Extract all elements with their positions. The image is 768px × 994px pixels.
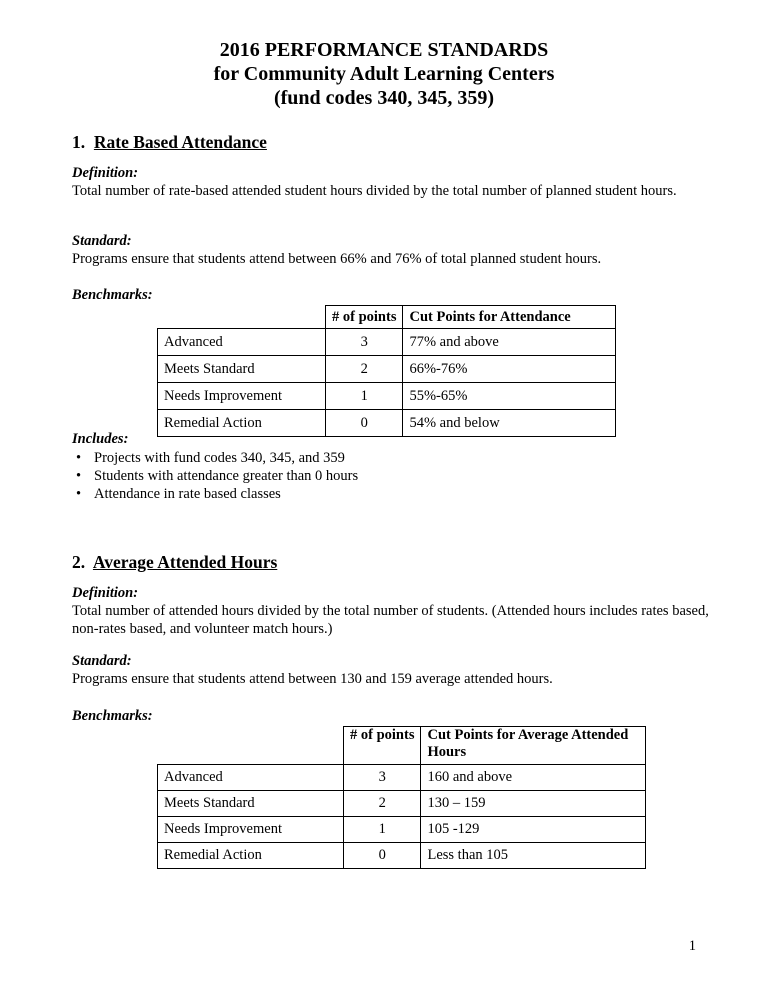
list-item: • Projects with fund codes 340, 345, and 359 (72, 449, 358, 467)
list-item: • Students with attendance greater than 0 hours (72, 467, 358, 485)
table-row (158, 817, 646, 843)
document-title (0, 38, 768, 110)
row-points: 2 (326, 356, 403, 383)
section-2-number: 2. (72, 552, 86, 572)
list-item: • Attendance in rate based classes (72, 485, 358, 503)
row-points: 0 (344, 843, 421, 869)
table-row (158, 383, 616, 410)
section-2-title: Average Attended Hours (92, 552, 278, 572)
table-row (158, 765, 646, 791)
section-1-title: Rate Based Attendance (93, 132, 267, 152)
section-1-definition-text: Total number of rate-based attended student hours divided by the total number of planned student hours. (72, 183, 677, 199)
table-row (158, 329, 616, 356)
title-line-3: (fund codes 340, 345, 359) (273, 87, 494, 109)
table-header-row (158, 306, 616, 329)
row-cut-point: Less than 105 (421, 843, 646, 869)
row-level: Remedial Action (158, 410, 326, 437)
row-level: Advanced (158, 329, 326, 356)
section-1-benchmarks-label: Benchmarks: (72, 287, 153, 303)
page-number: 1 (688, 938, 696, 954)
table-row (158, 843, 646, 869)
section-1-number: 1. (72, 132, 86, 152)
table-header-row (158, 727, 646, 765)
table-header-cut-points: Cut Points for Average Attended Hours (421, 727, 646, 765)
section-2-heading (72, 552, 277, 573)
row-cut-point: 160 and above (421, 765, 646, 791)
row-level: Needs Improvement (158, 383, 326, 410)
row-level: Remedial Action (158, 843, 344, 869)
table-header-blank (158, 727, 344, 765)
row-points: 3 (326, 329, 403, 356)
row-cut-point: 105 -129 (421, 817, 646, 843)
row-cut-point: 66%-76% (403, 356, 616, 383)
row-points: 1 (344, 817, 421, 843)
row-cut-point: 77% and above (403, 329, 616, 356)
section-1-includes-list (72, 449, 358, 503)
section-2-definition-label: Definition: (72, 585, 139, 601)
row-level: Needs Improvement (158, 817, 344, 843)
row-points: 1 (326, 383, 403, 410)
section-1-heading (72, 132, 267, 153)
row-cut-point: 55%-65% (403, 383, 616, 410)
section-1-includes-label: Includes: (72, 431, 129, 447)
section-2-benchmarks-table (157, 726, 646, 869)
table-header-cut-points: Cut Points for Attendance (403, 306, 616, 329)
row-level: Meets Standard (158, 356, 326, 383)
section-1-standard-text: Programs ensure that students attend between 66% and 76% of total planned student hours. (72, 251, 602, 267)
table-row (158, 356, 616, 383)
table-header-points: # of points (344, 727, 421, 765)
row-level: Meets Standard (158, 791, 344, 817)
row-points: 0 (326, 410, 403, 437)
row-points: 3 (344, 765, 421, 791)
row-level: Advanced (158, 765, 344, 791)
row-points: 2 (344, 791, 421, 817)
table-row (158, 410, 616, 437)
table-row (158, 791, 646, 817)
section-1-definition-label: Definition: (72, 165, 139, 181)
title-line-1: 2016 PERFORMANCE STANDARDS (219, 39, 549, 61)
table-header-blank (158, 306, 326, 329)
section-1-standard-label: Standard: (72, 233, 132, 249)
section-2-standard-text: Programs ensure that students attend between 130 and 159 average attended hours. (72, 671, 553, 687)
section-1-benchmarks-table (157, 305, 616, 437)
title-line-2: for Community Adult Learning Centers (213, 63, 555, 85)
section-2-definition-text: Total number of attended hours divided by the total number of students. (Attended hours includes rates based, non-rates based, and volunteer match hours.) (72, 603, 709, 637)
row-cut-point: 54% and below (403, 410, 616, 437)
section-2-standard-label: Standard: (72, 653, 132, 669)
section-2-benchmarks-label: Benchmarks: (72, 708, 153, 724)
row-cut-point: 130 – 159 (421, 791, 646, 817)
table-header-points: # of points (326, 306, 403, 329)
